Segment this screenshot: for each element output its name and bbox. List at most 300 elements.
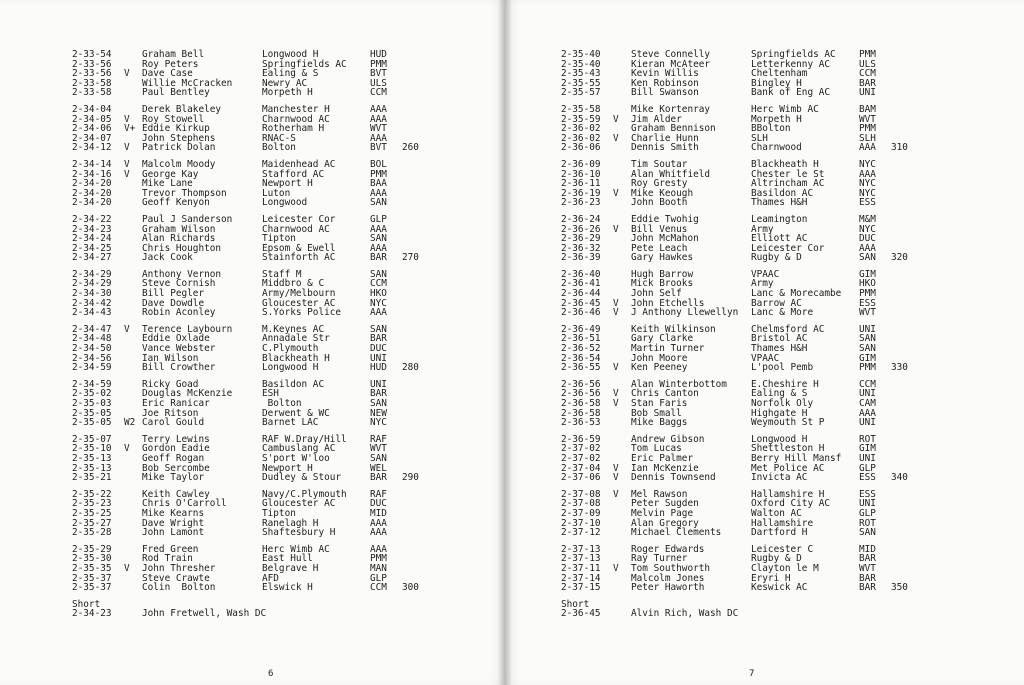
- county-code: MID: [859, 543, 876, 555]
- result-row: [72, 143, 432, 153]
- club-name: Dartford H: [751, 527, 808, 539]
- position-count: [891, 409, 921, 419]
- left-page: [0, 0, 505, 685]
- runner-name: John Lamont: [142, 527, 205, 539]
- position-count: [891, 528, 921, 538]
- county-code: BAM: [859, 103, 876, 115]
- category-flag: [124, 519, 142, 529]
- finish-time: 2-35-29: [72, 543, 112, 555]
- finish-time: 2-37-14: [561, 572, 601, 584]
- county-code: BAR: [859, 77, 876, 89]
- short-course-row: [561, 609, 921, 619]
- finish-time: 2-36-56: [561, 388, 601, 400]
- position-count: [402, 554, 432, 564]
- finish-time: 2-34-47: [72, 323, 112, 335]
- runner-name: Graham Bell: [142, 49, 205, 60]
- finish-time: 2-36-45: [561, 297, 601, 309]
- club-name: Letterkenny AC: [751, 58, 831, 70]
- county-code: AAA: [370, 113, 387, 125]
- runner-name: John Stephens: [142, 132, 216, 144]
- result-row: [72, 198, 432, 208]
- finish-time: 2-35-13: [72, 462, 112, 474]
- category-flag: V: [124, 113, 130, 125]
- finish-time: 2-36-09: [561, 158, 601, 170]
- runner-name: Malcolm Moody: [142, 158, 216, 170]
- club-name: Leamington: [751, 213, 808, 225]
- category-flag: V: [613, 307, 619, 319]
- position-count: 260: [402, 142, 419, 154]
- runner-name: Fred Green: [142, 543, 199, 555]
- runner-name: Joe Ritson: [142, 407, 199, 419]
- finish-time: 2-35-22: [72, 488, 112, 500]
- club-name: Chelmsford AC: [751, 323, 825, 335]
- finish-time: 2-37-08: [561, 488, 601, 500]
- club-name: Stainforth AC: [262, 252, 336, 264]
- finish-time: 2-36-02: [561, 132, 601, 144]
- finish-time: 2-36-41: [561, 278, 601, 290]
- finish-time: 2-37-11: [561, 562, 601, 574]
- county-code: ROT: [859, 433, 876, 445]
- result-row: [561, 418, 921, 428]
- position-count: [402, 69, 432, 79]
- position-count: [891, 344, 921, 354]
- position-count: [891, 170, 921, 180]
- runner-name: Mike Keough: [631, 187, 694, 199]
- club-name: Newry AC: [262, 77, 308, 89]
- category-flag: [124, 545, 142, 555]
- position-count: [402, 179, 432, 189]
- club-name: Tipton: [262, 233, 296, 245]
- runner-name: Gary Clarke: [631, 333, 694, 345]
- runner-name: Geoff Kenyon: [142, 197, 210, 209]
- runner-name: Chris Houghton: [142, 242, 222, 254]
- county-code: AAA: [370, 543, 387, 555]
- county-code: NYC: [859, 178, 876, 190]
- runner-name: John Booth: [631, 197, 688, 209]
- category-flag: [613, 234, 631, 244]
- runner-name: Paul Bentley: [142, 87, 210, 99]
- club-name: Stafford AC: [262, 168, 325, 180]
- result-group: [72, 215, 432, 263]
- category-flag: W2: [124, 417, 136, 429]
- page-number: 7: [749, 669, 755, 679]
- category-flag: [124, 389, 142, 399]
- finish-time: 2-35-05: [72, 407, 112, 419]
- runner-name: Ken Peeney: [631, 362, 688, 374]
- club-name: Barrow AC: [751, 297, 802, 309]
- category-flag: [613, 435, 631, 445]
- position-count: [891, 270, 921, 280]
- county-code: ULS: [370, 77, 387, 89]
- finish-time: 2-36-29: [561, 233, 601, 245]
- club-name: Ealing & S: [751, 388, 808, 400]
- runner-name: Eddie Kirkup: [142, 123, 210, 135]
- county-code: GLP: [859, 462, 876, 474]
- result-group: [561, 325, 921, 373]
- runner-name: Eddie Twohig: [631, 213, 699, 225]
- club-name: Lanc & More: [751, 307, 814, 319]
- runner-name: Tim Soutar: [631, 158, 688, 170]
- club-name: Rotherham H: [262, 123, 325, 135]
- club-name: Elliott AC: [751, 233, 808, 245]
- runner-name: Eric Ranicar: [142, 398, 210, 409]
- finish-time: 2-35-55: [561, 77, 601, 89]
- short-course-runner: Alvin Rich, Wash DC: [631, 608, 739, 620]
- finish-time: 2-35-43: [561, 68, 601, 80]
- right-page: [505, 0, 1024, 685]
- club-name: Chester le St: [751, 168, 825, 180]
- club-name: Springfields AC: [751, 49, 836, 60]
- county-code: PMM: [859, 123, 876, 135]
- finish-time: 2-36-24: [561, 213, 601, 225]
- finish-time: 2-34-20: [72, 187, 112, 199]
- county-code: BAR: [370, 252, 387, 264]
- runner-name: Steve Cornish: [142, 278, 216, 290]
- finish-time: 2-35-35: [72, 562, 112, 574]
- category-flag: [124, 189, 142, 199]
- position-count: [402, 279, 432, 289]
- category-flag: V: [613, 562, 619, 574]
- position-count: [402, 344, 432, 354]
- result-row: [561, 143, 921, 153]
- county-code: UNI: [859, 87, 876, 99]
- category-flag: [613, 444, 631, 454]
- result-row: [72, 418, 432, 428]
- county-code: SAN: [370, 197, 387, 209]
- finish-time: 2-36-23: [561, 197, 601, 209]
- position-count: [891, 435, 921, 445]
- county-code: MID: [370, 507, 387, 519]
- category-flag: [124, 344, 142, 354]
- county-code: WEL: [370, 462, 387, 474]
- position-count: [402, 409, 432, 419]
- position-count: 280: [402, 362, 419, 374]
- position-count: [891, 389, 921, 399]
- club-name: Charnwood AC: [262, 113, 330, 125]
- finish-time: 2-37-08: [561, 498, 601, 510]
- county-code: GIM: [859, 443, 876, 455]
- finish-time: 2-36-52: [561, 343, 601, 355]
- club-name: Derwent & WC: [262, 407, 330, 419]
- club-name: ESH: [262, 388, 279, 400]
- county-code: HUD: [370, 362, 387, 374]
- club-name: Walton AC: [751, 507, 802, 519]
- result-row: [561, 308, 921, 318]
- county-code: CCM: [859, 378, 876, 390]
- runner-name: Graham Bennison: [631, 123, 716, 135]
- club-name: L'pool Pemb: [751, 362, 814, 374]
- runner-name: Malcolm Jones: [631, 572, 705, 584]
- result-group: [72, 545, 432, 593]
- finish-time: 2-36-19: [561, 187, 601, 199]
- club-name: Longwood: [262, 197, 308, 209]
- finish-time: 2-35-13: [72, 452, 112, 464]
- county-code: CCM: [370, 87, 387, 99]
- position-count: 310: [891, 142, 908, 154]
- club-name: Oxford City AC: [751, 498, 831, 510]
- category-flag: [613, 418, 631, 428]
- position-count: [402, 444, 432, 454]
- category-flag: [613, 88, 631, 98]
- result-row: [561, 583, 921, 593]
- runner-name: Ian Wilson: [142, 352, 199, 364]
- position-count: [891, 308, 921, 318]
- position-count: [891, 289, 921, 299]
- club-name: Invicta AC: [751, 472, 808, 484]
- position-count: [402, 389, 432, 399]
- category-flag: [613, 409, 631, 419]
- runner-name: Peter Sugden: [631, 498, 699, 510]
- category-flag: [124, 88, 142, 98]
- club-name: Luton: [262, 187, 291, 199]
- category-flag: [124, 499, 142, 509]
- club-name: Blackheath H: [751, 158, 819, 170]
- result-group: [72, 50, 432, 98]
- result-row: [72, 528, 432, 538]
- county-code: WVT: [859, 307, 876, 319]
- category-flag: [124, 464, 142, 474]
- result-row: [72, 363, 432, 373]
- runner-name: Keith Wilkinson: [631, 323, 716, 335]
- position-count: [402, 124, 432, 134]
- position-count: [891, 60, 921, 70]
- category-flag: V: [124, 443, 130, 455]
- runner-name: Patrick Dolan: [142, 142, 216, 154]
- county-code: BAR: [859, 553, 876, 565]
- club-name: Lanc & Morecambe: [751, 288, 842, 300]
- finish-time: 2-34-23: [72, 608, 112, 620]
- finish-time: 2-35-40: [561, 49, 601, 60]
- county-code: BAR: [859, 582, 876, 594]
- club-name: Berry Hill Mansf: [751, 452, 842, 464]
- position-count: [402, 299, 432, 309]
- category-flag: [124, 334, 142, 344]
- results-list-left: [72, 50, 432, 619]
- county-code: SLH: [859, 132, 876, 144]
- runner-name: Bill Venus: [631, 223, 688, 235]
- club-name: Herc Wimb AC: [262, 543, 330, 555]
- county-code: NYC: [859, 223, 876, 235]
- result-group: [72, 270, 432, 318]
- runner-name: Chris Canton: [631, 388, 699, 400]
- finish-time: 2-36-26: [561, 223, 601, 235]
- club-name: Longwood H: [751, 433, 808, 445]
- position-count: 320: [891, 252, 908, 264]
- county-code: WVT: [859, 113, 876, 125]
- county-code: HKO: [859, 278, 876, 290]
- club-name: Ealing & S: [262, 68, 319, 80]
- club-name: Bolton: [262, 398, 302, 409]
- county-code: CAM: [859, 398, 876, 409]
- county-code: DUC: [859, 233, 876, 245]
- club-name: Longwood H: [262, 362, 319, 374]
- runner-name: Jim Alder: [631, 113, 682, 125]
- position-count: [402, 435, 432, 445]
- category-flag: V: [613, 388, 619, 400]
- runner-name: Dennis Townsend: [631, 472, 716, 484]
- category-flag: [613, 574, 631, 584]
- finish-time: 2-34-42: [72, 297, 112, 309]
- runner-name: John Self: [631, 288, 682, 300]
- finish-time: 2-36-54: [561, 352, 601, 364]
- position-count: [891, 418, 921, 428]
- position-count: 340: [891, 472, 908, 484]
- club-name: Epsom & Ewell: [262, 242, 336, 254]
- county-code: BVT: [370, 142, 387, 154]
- club-name: E.Cheshire H: [751, 378, 819, 390]
- runner-name: Ken Robinson: [631, 77, 699, 89]
- result-row: [561, 88, 921, 98]
- county-code: NYC: [370, 417, 387, 429]
- position-count: [891, 50, 921, 60]
- category-flag: [124, 308, 142, 318]
- finish-time: 2-36-45: [561, 608, 601, 620]
- runner-name: John McMahon: [631, 233, 699, 245]
- finish-time: 2-35-25: [72, 507, 112, 519]
- finish-time: 2-36-32: [561, 242, 601, 254]
- category-flag: [124, 380, 142, 390]
- county-code: AAA: [370, 242, 387, 254]
- club-name: SLH: [751, 132, 768, 144]
- finish-time: 2-36-46: [561, 307, 601, 319]
- finish-time: 2-35-07: [72, 433, 112, 445]
- runner-name: Melvin Page: [631, 507, 694, 519]
- runner-name: Dave Wright: [142, 517, 205, 529]
- finish-time: 2-36-06: [561, 142, 601, 154]
- category-flag: [613, 279, 631, 289]
- category-flag: [124, 454, 142, 464]
- position-count: [891, 115, 921, 125]
- county-code: SAN: [370, 323, 387, 335]
- club-name: Hallamshire H: [751, 488, 825, 500]
- club-name: Leicester Cor: [262, 213, 336, 225]
- county-code: AAA: [370, 223, 387, 235]
- runner-name: Derek Blakeley: [142, 103, 222, 115]
- finish-time: 2-35-28: [72, 527, 112, 539]
- club-name: Elswick H: [262, 582, 313, 594]
- finish-time: 2-34-25: [72, 242, 112, 254]
- county-code: ROT: [859, 517, 876, 529]
- club-name: Newport H: [262, 178, 313, 190]
- club-name: Met Police AC: [751, 462, 825, 474]
- category-flag: [124, 473, 142, 483]
- position-count: [402, 399, 432, 409]
- position-count: [891, 490, 921, 500]
- club-name: VPAAC: [751, 268, 780, 280]
- county-code: BAR: [370, 388, 387, 400]
- finish-time: 2-35-58: [561, 103, 601, 115]
- runner-name: Keith Cawley: [142, 488, 210, 500]
- club-name: Thames H&H: [751, 343, 808, 355]
- runner-name: Alan Whitfield: [631, 168, 711, 180]
- result-group: [561, 490, 921, 538]
- category-flag: [613, 499, 631, 509]
- category-flag: [613, 334, 631, 344]
- category-flag: [124, 354, 142, 364]
- position-count: [891, 545, 921, 555]
- runner-name: Terry Lewins: [142, 433, 210, 445]
- position-count: [402, 490, 432, 500]
- county-code: UNI: [859, 498, 876, 510]
- runner-name: Bill Crowther: [142, 362, 216, 374]
- finish-time: 2-33-56: [72, 58, 112, 70]
- runner-name: Bob Small: [631, 407, 682, 419]
- position-count: [402, 170, 432, 180]
- position-count: [891, 105, 921, 115]
- runner-name: Trevor Thompson: [142, 187, 227, 199]
- county-code: PMM: [370, 168, 387, 180]
- county-code: PMM: [859, 49, 876, 60]
- club-name: Rugby & D: [751, 553, 802, 565]
- finish-time: 2-34-56: [72, 352, 112, 364]
- runner-name: Graham Wilson: [142, 223, 216, 235]
- finish-time: 2-34-43: [72, 307, 112, 319]
- county-code: MAN: [370, 562, 387, 574]
- county-code: AAA: [859, 407, 876, 419]
- club-name: Army: [751, 223, 774, 235]
- position-count: [402, 545, 432, 555]
- runner-name: Michael Clements: [631, 527, 722, 539]
- result-group: [561, 50, 921, 98]
- club-name: Herc Wimb AC: [751, 103, 819, 115]
- position-count: [891, 564, 921, 574]
- club-name: Norfolk Oly: [751, 398, 814, 409]
- finish-time: 2-35-40: [561, 58, 601, 70]
- result-group: [561, 270, 921, 318]
- result-group: [561, 435, 921, 483]
- runner-name: J Anthony Llewellyn: [631, 307, 739, 319]
- runner-name: Alan Winterbottom: [631, 378, 727, 390]
- runner-name: Bob Sercombe: [142, 462, 210, 474]
- finish-time: 2-35-30: [72, 553, 112, 565]
- county-code: ESS: [859, 297, 876, 309]
- position-count: [402, 160, 432, 170]
- finish-time: 2-37-10: [561, 517, 601, 529]
- club-name: Basildon AC: [262, 378, 325, 390]
- position-count: [402, 79, 432, 89]
- county-code: GIM: [859, 352, 876, 364]
- runner-name: Martin Turner: [631, 343, 705, 355]
- category-flag: V: [613, 113, 619, 125]
- county-code: AAA: [370, 187, 387, 199]
- county-code: AAA: [370, 517, 387, 529]
- club-name: Gloucester AC: [262, 498, 336, 510]
- finish-time: 2-36-58: [561, 398, 601, 409]
- result-group: [72, 380, 432, 428]
- club-name: Thames H&H: [751, 197, 808, 209]
- runner-name: Roy Stowell: [142, 113, 205, 125]
- finish-time: 2-34-20: [72, 178, 112, 190]
- county-code: M&M: [859, 213, 876, 225]
- county-code: RAF: [370, 488, 387, 500]
- finish-time: 2-35-10: [72, 443, 112, 455]
- result-row: [561, 528, 921, 538]
- position-count: [402, 105, 432, 115]
- category-flag: V: [613, 398, 619, 409]
- position-count: [402, 88, 432, 98]
- county-code: BAR: [370, 333, 387, 345]
- category-flag: [124, 244, 142, 254]
- category-flag: [124, 289, 142, 299]
- finish-time: 2-35-59: [561, 113, 601, 125]
- category-flag: [613, 344, 631, 354]
- finish-time: 2-37-04: [561, 462, 601, 474]
- county-code: CCM: [370, 278, 387, 290]
- finish-time: 2-35-21: [72, 472, 112, 484]
- runner-name: Mel Rawson: [631, 488, 688, 500]
- runner-name: Mike Lane: [142, 178, 193, 190]
- runner-name: Colin Bolton: [142, 582, 216, 594]
